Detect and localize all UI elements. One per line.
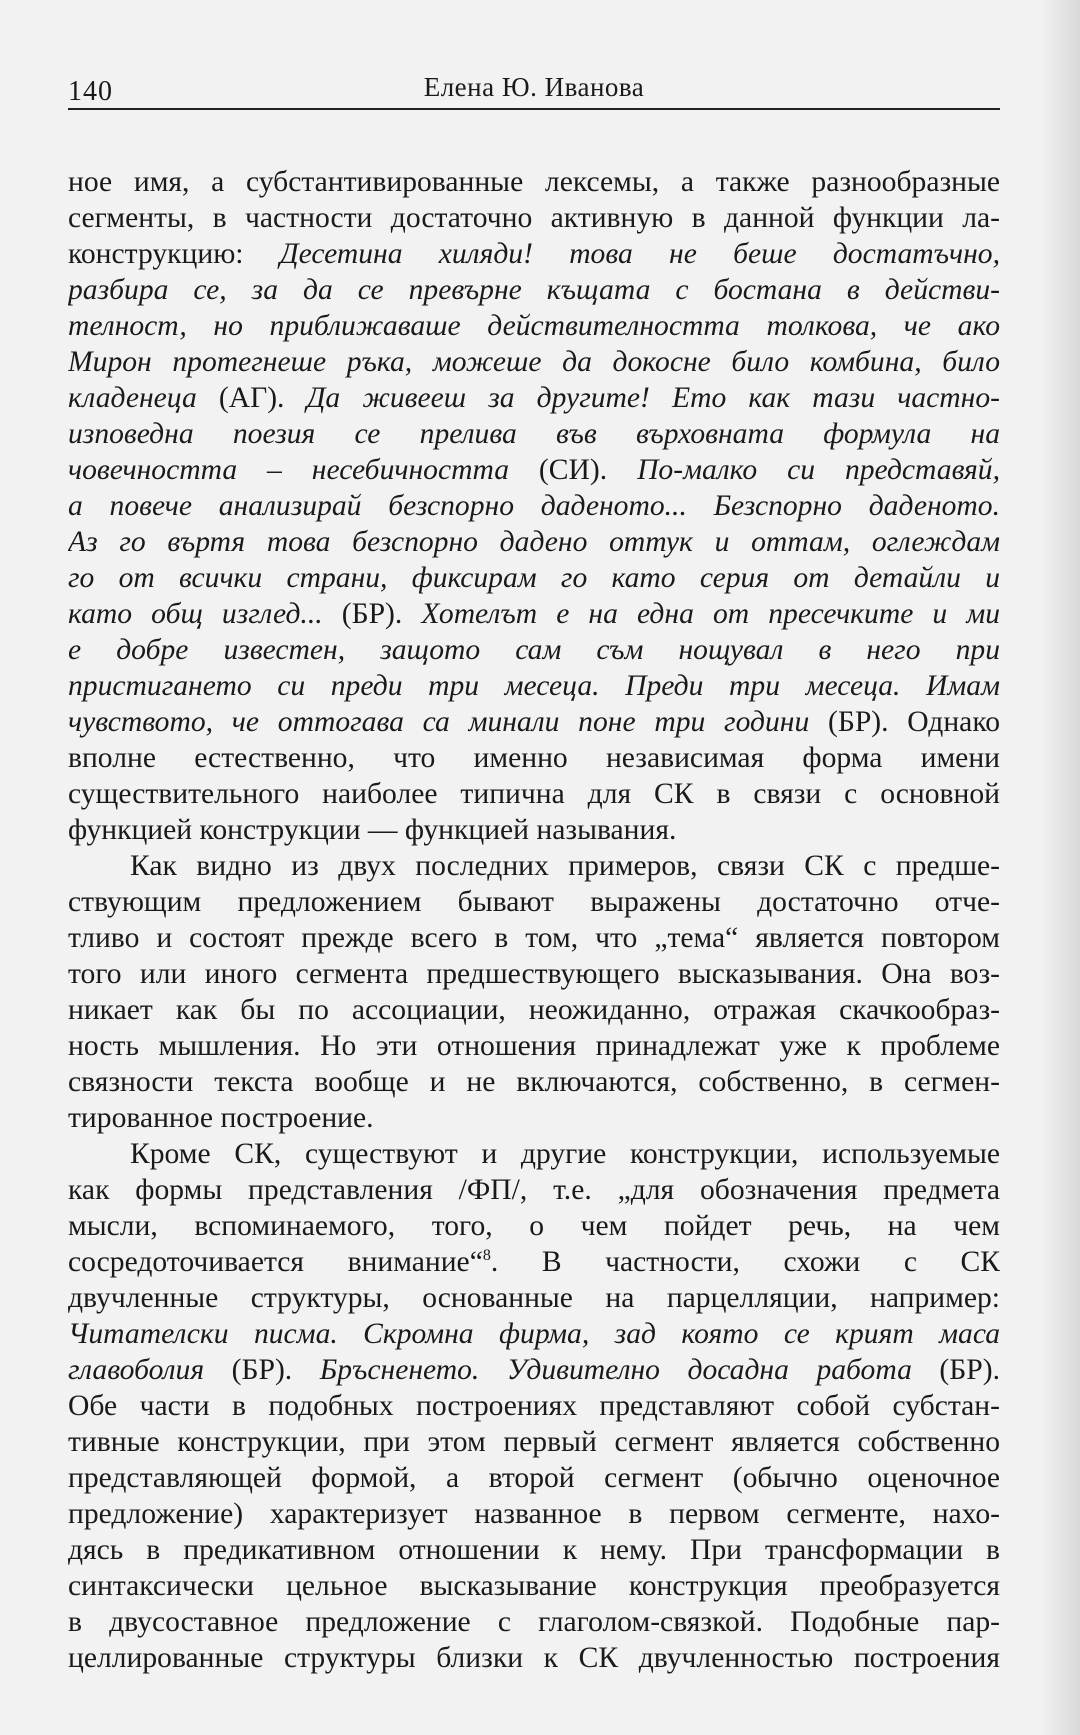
italic-example-text: Десетина хилядиǃ това не беше достатъчно, xyxy=(279,238,1000,270)
text-line xyxy=(68,848,1000,884)
italic-example-text: Мирон протегнеше ръка, можеше да докосне било комбина, било xyxy=(68,346,1000,378)
text-segment: сосредоточивается внимание“ xyxy=(68,1246,483,1278)
text-line xyxy=(68,1352,1000,1388)
text-line xyxy=(68,416,1000,452)
text-line xyxy=(68,632,1000,668)
text-line xyxy=(68,884,1000,920)
text-line xyxy=(68,1208,1000,1244)
text-line xyxy=(68,1316,1000,1352)
italic-example-text: Аз го въртя това безспорно дадено оттук и оттам, оглеждам xyxy=(68,526,1000,558)
text-line xyxy=(68,1064,1000,1100)
italic-example-text: кладенеца xyxy=(68,382,197,414)
footnote-ref: 8 xyxy=(482,1247,491,1265)
italic-example-text: главоболия xyxy=(68,1354,205,1386)
text-line xyxy=(68,956,1000,992)
text-line xyxy=(68,236,1000,272)
text-segment: ствующим предложением бывают выражены достаточно отче- xyxy=(68,886,1000,918)
text-line xyxy=(68,200,1000,236)
text-segment: (БР). xyxy=(911,1354,1000,1386)
text-line xyxy=(68,1172,1000,1208)
italic-example-text: По-малко си представяй, xyxy=(637,454,1000,486)
text-line xyxy=(68,560,1000,596)
text-line xyxy=(68,380,1000,416)
text-segment: Кроме СК, существуют и другие конструкции, используемые xyxy=(130,1138,1000,1170)
text-segment: связности текста вообще и не включаются, собственно, в сегмен- xyxy=(68,1066,1000,1098)
text-segment: мысли, вспоминаемого, того, о чем пойдет речь, на чем xyxy=(68,1210,1000,1242)
text-segment: дясь в предикативном отношении к нему. При трансформации в xyxy=(68,1534,1000,1566)
text-segment: (БР). xyxy=(204,1354,320,1386)
text-line xyxy=(68,992,1000,1028)
text-line xyxy=(68,1640,1000,1676)
italic-example-text: а повече анализирай безспорно даденото... Безспорно даденото. xyxy=(68,490,1000,522)
text-segment: представляющей формой, а второй сегмент (обычно оценочное xyxy=(68,1462,1000,1494)
italic-example-text: е добре известен, защото сам съм нощувал в него при xyxy=(68,634,1000,666)
italic-example-text: Да живееш за другитеǃ Ето как тази частно- xyxy=(306,382,1000,414)
italic-example-text: го от всички страни, фиксирам го като серия от детайли и xyxy=(68,562,1000,594)
text-segment: ность мышления. Но эти отношения принадлежат уже к проблеме xyxy=(68,1030,1000,1062)
text-segment: (БР). Однако xyxy=(809,706,1000,738)
text-segment: целлированные структуры близки к СК двучленностью построения xyxy=(68,1642,1000,1674)
text-line xyxy=(68,164,1000,200)
header-rule xyxy=(68,108,1000,110)
text-line xyxy=(68,920,1000,956)
text-line xyxy=(68,1136,1000,1172)
text-segment: (СИ). xyxy=(509,454,638,486)
text-segment: сегменты, в частности достаточно активную в данной функции ла- xyxy=(68,202,1000,234)
text-line xyxy=(68,1496,1000,1532)
text-segment: Обе части в подобных построениях представляют собой субстан- xyxy=(68,1390,1000,1422)
page-header xyxy=(68,72,1000,112)
italic-example-text: Бръсненето. Удивително досадна работа xyxy=(319,1354,912,1386)
text-segment: тливо и состоят прежде всего в том, что „тема“ является повтором xyxy=(68,922,1000,954)
text-line xyxy=(68,488,1000,524)
text-line xyxy=(68,344,1000,380)
text-segment: тированное построение. xyxy=(68,1102,374,1134)
italic-example-text: разбира се, за да се превърне къщата с бостана в действи- xyxy=(68,274,1000,306)
italic-example-text: като общ изглед... xyxy=(68,598,323,630)
text-line xyxy=(68,1604,1000,1640)
text-segment: тивные конструкции, при этом первый сегмент является собственно xyxy=(68,1426,1000,1458)
text-line xyxy=(68,704,1000,740)
text-line xyxy=(68,1388,1000,1424)
text-line xyxy=(68,1280,1000,1316)
text-line xyxy=(68,1244,1000,1280)
text-line xyxy=(68,1424,1000,1460)
text-segment: двучленные структуры, основанные на парцелляции, например: xyxy=(68,1282,1000,1314)
text-line xyxy=(68,272,1000,308)
text-line xyxy=(68,668,1000,704)
text-segment: функцией конструкции — функцией называния. xyxy=(68,814,677,846)
text-line xyxy=(68,308,1000,344)
text-line xyxy=(68,812,1000,848)
text-segment: как формы представления /ФП/, т.е. „для обозначения предмета xyxy=(68,1174,1000,1206)
page-edge-shadow xyxy=(1040,0,1080,1735)
text-line xyxy=(68,524,1000,560)
text-segment: . В частности, схожи с СК xyxy=(490,1246,1000,1278)
italic-example-text: пристигането си преди три месеца. Преди три месеца. Имам xyxy=(68,670,1000,702)
text-line xyxy=(68,1028,1000,1064)
italic-example-text: Хотелът е на една от пресечките и ми xyxy=(421,598,1000,630)
text-segment: в двусоставное предложение с глаголом-связкой. Подобные пар- xyxy=(68,1606,1000,1638)
text-line xyxy=(68,1532,1000,1568)
text-line xyxy=(68,740,1000,776)
page-number: 140 xyxy=(68,76,113,107)
text-segment: конструкцию: xyxy=(68,238,280,270)
text-line xyxy=(68,1460,1000,1496)
italic-example-text: чувството, че оттогава са минали поне три години xyxy=(68,706,810,738)
text-segment: Как видно из двух последних примеров, связи СК с предше- xyxy=(130,850,1000,882)
italic-example-text: човечността – несебичността xyxy=(68,454,509,486)
body-text xyxy=(68,164,1000,1676)
italic-example-text: изповедна поезия се прелива във върховната формула на xyxy=(68,418,1000,450)
text-segment: существительного наиболее типична для СК в связи с основной xyxy=(68,778,1000,810)
text-line xyxy=(68,776,1000,812)
text-segment: ное имя, а субстантивированные лексемы, а также разнообразные xyxy=(68,166,1000,198)
running-head: Елена Ю. Иванова xyxy=(423,72,645,102)
text-segment: предложение) характеризует названное в первом сегменте, нахо- xyxy=(68,1498,1000,1530)
text-segment: (АГ). xyxy=(196,382,307,414)
text-segment: синтаксически цельное высказывание конструкция преобразуется xyxy=(68,1570,1000,1602)
text-segment: (БР). xyxy=(322,598,422,630)
text-segment: того или иного сегмента предшествующего высказывания. Она воз- xyxy=(68,958,1000,990)
text-line xyxy=(68,1568,1000,1604)
italic-example-text: телност, но приближаваше действителността толкова, че ако xyxy=(68,310,1000,342)
text-line xyxy=(68,596,1000,632)
text-line xyxy=(68,452,1000,488)
text-segment: никает как бы по ассоциации, неожиданно, отражая скачкообраз- xyxy=(68,994,1000,1026)
italic-example-text: Читателски писма. Скромна фирма, зад която се крият маса xyxy=(68,1318,1000,1350)
text-segment: вполне естественно, что именно независимая форма имени xyxy=(68,742,1000,774)
text-line xyxy=(68,1100,1000,1136)
